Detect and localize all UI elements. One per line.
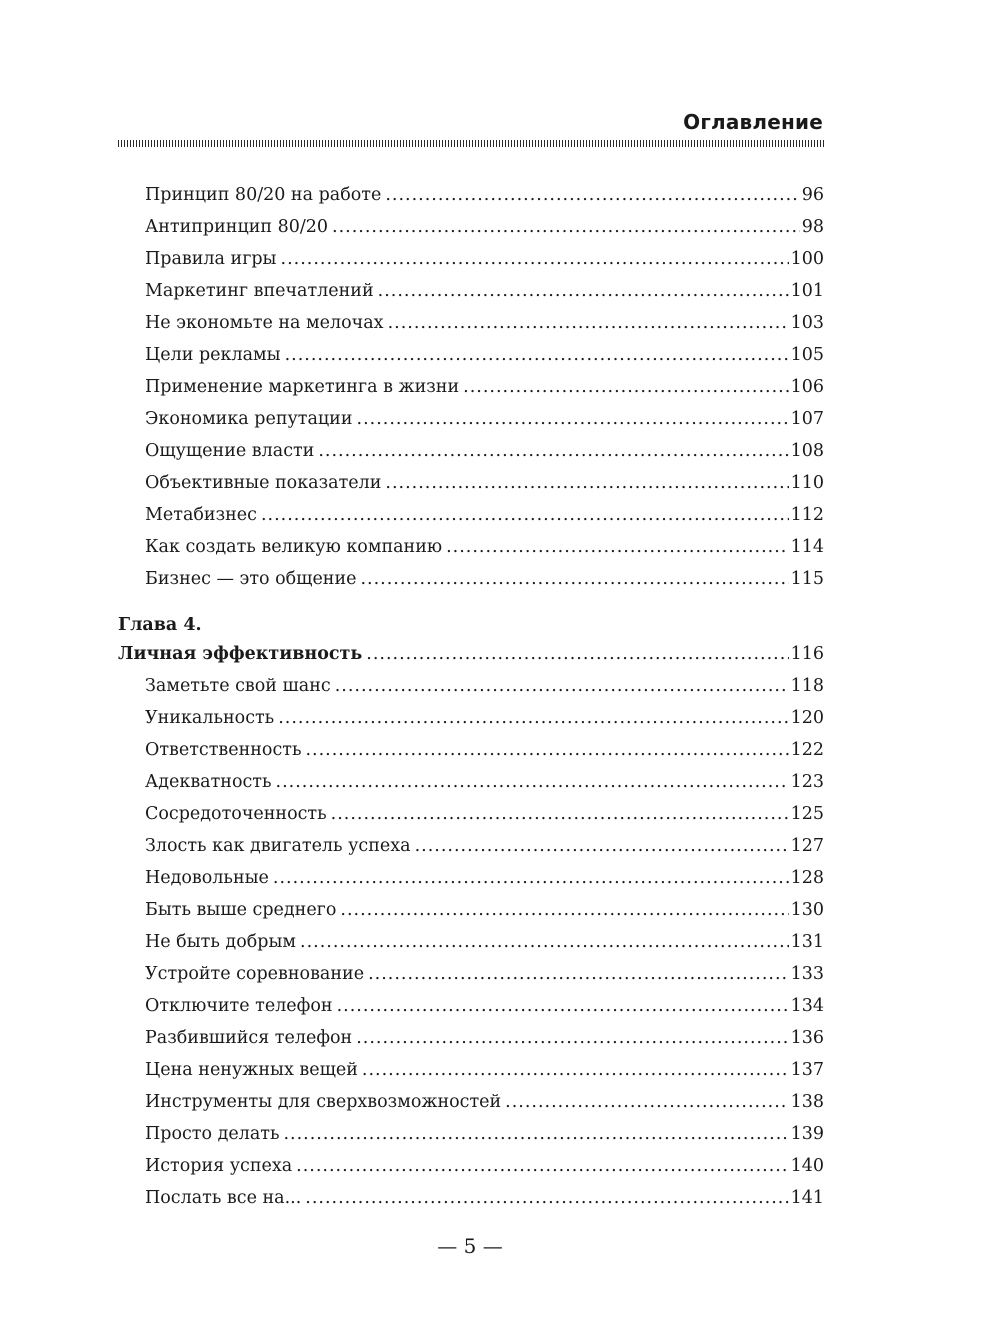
dot-leader — [332, 211, 800, 243]
toc-entry[interactable] — [118, 211, 824, 243]
dot-leader — [276, 766, 789, 798]
dot-leader — [378, 275, 789, 307]
dot-leader — [283, 1118, 788, 1150]
toc-entry-page: 100 — [790, 249, 824, 269]
dot-leader — [281, 243, 789, 275]
toc-entry-page: 127 — [790, 836, 824, 856]
toc-entry-page: 107 — [790, 409, 824, 429]
toc-entry-page: 98 — [801, 217, 824, 237]
toc-entry-page: 130 — [790, 900, 824, 920]
toc-entry[interactable] — [118, 1086, 824, 1118]
toc-entry-title: Не экономьте на мелочах — [145, 313, 384, 333]
toc-entry-page: 134 — [790, 996, 824, 1016]
toc-entry[interactable] — [118, 403, 824, 435]
dot-leader — [296, 1150, 788, 1182]
toc-entry-page: 133 — [790, 964, 824, 984]
page-number: — 5 — — [437, 1234, 503, 1258]
dot-leader — [366, 638, 788, 670]
toc-entry-page: 122 — [790, 740, 824, 760]
toc-entry-page: 108 — [790, 441, 824, 461]
running-header-title: Оглавление — [683, 110, 823, 134]
dot-leader — [356, 1022, 788, 1054]
toc-entry-page: 115 — [790, 569, 824, 589]
dot-leader — [261, 499, 789, 531]
dot-leader — [360, 563, 788, 595]
toc-entry-page: 112 — [790, 505, 824, 525]
toc-entry[interactable] — [118, 894, 824, 926]
toc-entry[interactable] — [118, 1054, 824, 1086]
toc-entry[interactable] — [118, 499, 824, 531]
toc-entry[interactable] — [118, 1150, 824, 1182]
toc-entry-page: 118 — [790, 676, 824, 696]
toc-entry-title: Устройте соревнование — [145, 964, 365, 984]
dot-leader — [357, 403, 789, 435]
toc-entry-title: Злость как двигатель успеха — [145, 836, 411, 856]
toc-entry[interactable] — [118, 1182, 824, 1214]
toc-entry-title: Сосредоточенность — [145, 804, 327, 824]
toc-entry-title: Ответственность — [145, 740, 302, 760]
dot-leader — [273, 862, 789, 894]
toc-entry[interactable] — [118, 371, 824, 403]
dot-leader — [340, 894, 788, 926]
toc-entry-page: 131 — [790, 932, 824, 952]
dot-leader — [446, 531, 788, 563]
chapter-title: Личная эффективность — [118, 644, 363, 664]
dot-leader — [331, 798, 789, 830]
toc-entry-title: Отключите телефон — [145, 996, 333, 1016]
toc-entry-page: 138 — [790, 1092, 824, 1112]
toc-entry[interactable] — [118, 926, 824, 958]
toc-entry-title: Цена ненужных вещей — [145, 1060, 358, 1080]
toc-entry-title: Просто делать — [145, 1124, 280, 1144]
toc-entry-page: 105 — [790, 345, 824, 365]
chapter-spacer — [118, 595, 824, 612]
toc-entry[interactable] — [118, 1118, 824, 1150]
dot-leader — [362, 1054, 789, 1086]
toc-entry[interactable] — [118, 958, 824, 990]
chapter-page-number: 116 — [790, 644, 824, 664]
toc-entry-page: 106 — [790, 377, 824, 397]
toc-entry[interactable] — [118, 339, 824, 371]
chapter-label: Глава 4. — [118, 615, 202, 635]
toc-entry-page: 141 — [790, 1188, 824, 1208]
toc-entry-title: Цели рекламы — [145, 345, 281, 365]
dot-leader — [335, 670, 789, 702]
toc-entry-page: 123 — [790, 772, 824, 792]
section-entries-list — [118, 179, 824, 595]
toc-entry[interactable] — [118, 243, 824, 275]
toc-entry-page: 101 — [790, 281, 824, 301]
chapter-entries-list — [118, 670, 824, 1214]
toc-entry-title: Маркетинг впечатлений — [145, 281, 374, 301]
toc-entry-title: Антипринцип 80/20 — [145, 217, 329, 237]
toc-entry-page: 136 — [790, 1028, 824, 1048]
dot-leader — [285, 339, 789, 371]
dot-leader — [463, 371, 788, 403]
toc-entry[interactable] — [118, 766, 824, 798]
toc-entry-page: 103 — [790, 313, 824, 333]
dot-leader — [415, 830, 789, 862]
toc-entry-page: 96 — [801, 185, 824, 205]
dot-leader — [278, 702, 788, 734]
toc-entry[interactable] — [118, 179, 824, 211]
toc-entry[interactable] — [118, 702, 824, 734]
toc-entry-title: Метабизнес — [145, 505, 257, 525]
dot-leader — [385, 467, 788, 499]
toc-entry[interactable] — [118, 670, 824, 702]
toc-entry-title: Заметьте свой шанс — [145, 676, 331, 696]
toc-entry-title: Не быть добрым — [145, 932, 297, 952]
toc-entry-page: 137 — [790, 1060, 824, 1080]
toc-entry[interactable] — [118, 563, 824, 595]
dot-leader — [305, 1182, 788, 1214]
dot-leader — [300, 926, 789, 958]
toc-entry[interactable] — [118, 275, 824, 307]
toc-entry-page: 120 — [790, 708, 824, 728]
chapter-title-entry[interactable] — [118, 638, 824, 670]
toc-entry-title: Принцип 80/20 на работе — [145, 185, 382, 205]
toc-entry-page: 128 — [790, 868, 824, 888]
toc-entry-title: Экономика репутации — [145, 409, 353, 429]
toc-entry[interactable] — [118, 990, 824, 1022]
toc-entry-page: 125 — [790, 804, 824, 824]
toc-entry[interactable] — [118, 798, 824, 830]
toc-entry[interactable] — [118, 467, 824, 499]
toc-entry-page: 110 — [790, 473, 824, 493]
toc-entry-title: Разбившийся телефон — [145, 1028, 353, 1048]
dot-leader — [385, 179, 799, 211]
toc-entry[interactable] — [118, 307, 824, 339]
toc-entry-page: 140 — [790, 1156, 824, 1176]
dot-leader — [505, 1086, 788, 1118]
dot-leader — [305, 734, 788, 766]
toc-entry-title: Послать все на... — [145, 1188, 302, 1208]
toc-entry[interactable] — [118, 531, 824, 563]
toc-entry-title: Быть выше среднего — [145, 900, 337, 920]
table-of-contents — [118, 179, 824, 1214]
dot-leader — [368, 958, 789, 990]
toc-entry-title: Объективные показатели — [145, 473, 382, 493]
toc-entry-title: Ощущение власти — [145, 441, 315, 461]
toc-entry-title: Недовольные — [145, 868, 269, 888]
toc-entry-page: 139 — [790, 1124, 824, 1144]
dot-leader — [318, 435, 788, 467]
toc-entry-title: Уникальность — [145, 708, 275, 728]
header-dotted-rule — [118, 140, 824, 147]
toc-entry-title: Применение маркетинга в жизни — [145, 377, 460, 397]
toc-entry-title: Инструменты для сверхвозможностей — [145, 1092, 502, 1112]
toc-entry[interactable] — [118, 862, 824, 894]
toc-entry-title: История успеха — [145, 1156, 293, 1176]
toc-entry[interactable] — [118, 830, 824, 862]
dot-leader — [337, 990, 789, 1022]
toc-entry-page: 114 — [790, 537, 824, 557]
toc-entry[interactable] — [118, 435, 824, 467]
toc-entry[interactable] — [118, 734, 824, 766]
toc-entry[interactable] — [118, 1022, 824, 1054]
toc-entry-title: Бизнес — это общение — [145, 569, 357, 589]
toc-entry-title: Адекватность — [145, 772, 272, 792]
toc-entry-title: Правила игры — [145, 249, 277, 269]
dot-leader — [388, 307, 789, 339]
toc-entry-title: Как создать великую компанию — [145, 537, 443, 557]
